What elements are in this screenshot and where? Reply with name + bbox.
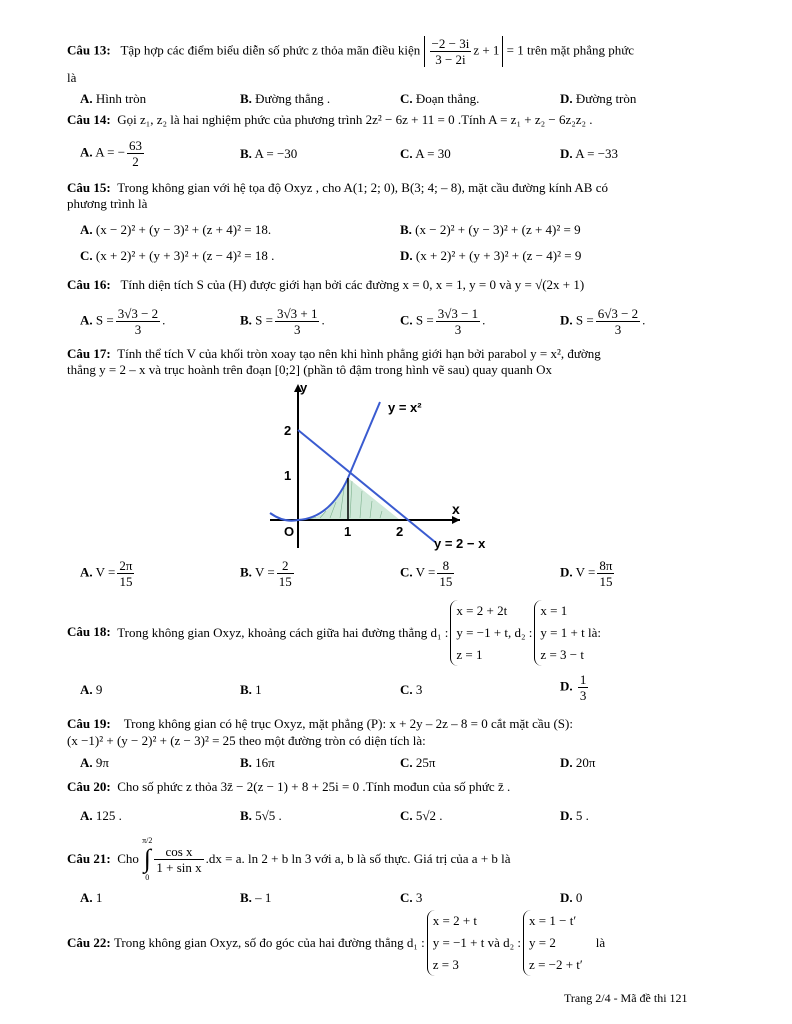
option-c: C. 25π [400, 755, 436, 770]
option-a: A. V = $\frac{2\pi}{15}$ [80, 558, 133, 589]
option-d: D. A = −33 [560, 146, 619, 161]
question-21: Câu 21: Cho π/2 ∫ 0 $\frac{\text{cos x}}{\text{1 + sin x}}$ .dx = a. ln 2 + b ln 3 với a, b là số thực. Giá trị của a + b là [67, 836, 511, 882]
system-d1: x = 2 + 2t y = −1 + t z = 1 [450, 600, 508, 666]
question-text-cont: thẳng y = 2 – x và trục hoành trên đoạn [0;2] (phần tô đậm trong hình vẽ sau) quay quanh Ox [67, 362, 552, 377]
question-18: Câu 18: Trong không gian Oxyz, khoảng cách giữa hai đường thẳng d₁ :x = 2 + 2t y = −1 + t z = 1, d₂ :x = 1 y = 1 + t z = 3 − t là: [67, 600, 601, 666]
modulus-expression: $\frac{-2 - 3i}{3 - 2i}$ z + 1 [424, 36, 504, 67]
question-label: Câu 13: [67, 42, 111, 58]
option-a: A. (x − 2)² + (y − 3)² + (z + 4)² = 18. [80, 222, 272, 237]
system-d1: x = 2 + t y = −1 + t z = 3 [427, 910, 485, 976]
option-c: C. V = $\frac{8}{15}$ [400, 558, 453, 589]
option-d: D. Đường tròn [560, 91, 637, 106]
line-curve [298, 430, 435, 542]
option-b: B. 5√5 . [240, 808, 282, 823]
option-d: D. $\frac{1}{3}$ [560, 672, 587, 703]
y-axis-label: y [300, 380, 308, 395]
option-b: B. 1 [240, 682, 262, 697]
x-tick-1: 1 [344, 524, 352, 539]
option-b: B. (x − 2)² + (y − 3)² + (z + 4)² = 9 [400, 222, 581, 237]
option-d: D. S = $\frac{6√3 - 2}{3}$ . [560, 306, 646, 337]
option-b: B. A = −30 [240, 146, 298, 161]
y-tick-2: 2 [284, 423, 292, 438]
option-c: C. Đoạn thẳng. [400, 91, 480, 106]
option-d: D. 20π [560, 755, 596, 770]
option-d: D. V = $\frac{8\pi}{15}$ [560, 558, 613, 589]
option-a: A. Hình tròn [80, 91, 147, 106]
y-tick-1: 1 [284, 468, 292, 483]
option-a: A. S = $\frac{3√3 - 2}{3}$ . [80, 306, 166, 337]
origin-label: O [284, 524, 295, 539]
option-b: B. – 1 [240, 890, 272, 905]
question-14: Câu 14: Gọi z₁, z₂ là hai nghiệm phức của phương trình 2z² − 6z + 11 = 0 .Tính A = z₁ + z₂ − 6z₂z₂ . [67, 112, 593, 127]
option-d: D. 5 . [560, 808, 589, 823]
option-b: B. 16π [240, 755, 275, 770]
question-16: Câu 16: Tính diện tích S của (H) được giới hạn bởi các đường x = 0, x = 1, y = 0 và y = √(2x + 1) [67, 277, 585, 292]
graph-figure [260, 380, 500, 555]
question-13: Câu 13: Tập hợp các điểm biểu diễn số phức z thỏa mãn điều kiện $\frac{-2 - 3i}{3 - 2i}$ z + 1 = 1 trên mặt phẳng phức [67, 36, 635, 67]
integral: π/2 ∫ 0 [142, 836, 153, 882]
page-footer: Trang 2/4 - Mã đề thi 121 [564, 991, 688, 1005]
question-22: Câu 22: Trong không gian Oxyz, số đo góc của hai đường thẳng d₁ :x = 2 + t y = −1 + t z = 3 và d₂ :x = 1 − t′ y = 2 z = −2 + t′ là [67, 910, 605, 976]
option-a: A. A = − $\frac{63}{2}$ [80, 138, 143, 169]
option-c: C. A = 30 [400, 146, 451, 161]
question-15: Câu 15: Trong không gian với hệ tọa độ Oxyz , cho A(1; 2; 0), B(3; 4; – 8), mặt cầu đường kính AB có [67, 180, 608, 195]
option-d: D. 0 [560, 890, 583, 905]
x-tick-2: 2 [396, 524, 404, 539]
option-b: B. V = $\frac{2}{15}$ [240, 558, 292, 589]
option-c: C. 3 [400, 682, 423, 697]
system-d2: x = 1 − t′ y = 2 z = −2 + t′ [523, 910, 583, 976]
curve-label: y = x² [388, 400, 422, 415]
option-d: D. (x + 2)² + (y + 3)² + (z − 4)² = 9 [400, 248, 582, 263]
question-text-cont: (x −1)² + (y − 2)² + (z − 3)² = 25 theo một đường tròn có diện tích là: [67, 733, 426, 748]
option-c: C. S = $\frac{3√3 - 1}{3}$ . [400, 306, 486, 337]
x-axis-label: x [452, 501, 460, 517]
question-text-cont: phương trình là [67, 196, 148, 211]
question-19: Câu 19: Trong không gian có hệ trục Oxyz, mặt phẳng (P): x + 2y – 2z – 8 = 0 cắt mặt cầu (S): [67, 716, 573, 731]
option-c: C. 3 [400, 890, 423, 905]
option-c: C. 5√2 . [400, 808, 443, 823]
shaded-region [298, 478, 400, 520]
question-text-cont: là [67, 70, 77, 85]
question-text: Tập hợp các điểm biểu diễn số phức z thỏa mãn điều kiện [120, 42, 421, 58]
option-c: C. (x + 2)² + (y + 3)² + (z − 4)² = 18 . [80, 248, 275, 263]
option-a: A. 125 . [80, 808, 122, 823]
option-a: A. 9π [80, 755, 109, 770]
line-label: y = 2 − x [434, 536, 486, 551]
system-d2: x = 1 y = 1 + t z = 3 − t [534, 600, 584, 666]
option-a: A. 1 [80, 890, 103, 905]
option-b: B. S = $\frac{3√3 + 1}{3}$ . [240, 306, 325, 337]
question-20: Câu 20: Cho số phức z thỏa 3z̄ − 2(z − 1) + 8 + 25i = 0 .Tính mođun của số phức z̄ . [67, 779, 511, 794]
option-b: B. Đường thẳng . [240, 91, 331, 106]
option-a: A. 9 [80, 682, 103, 697]
question-17: Câu 17: Tính thể tích V của khối tròn xoay tạo nên khi hình phẳng giới hạn bởi parabol y = x², đường [67, 346, 601, 361]
